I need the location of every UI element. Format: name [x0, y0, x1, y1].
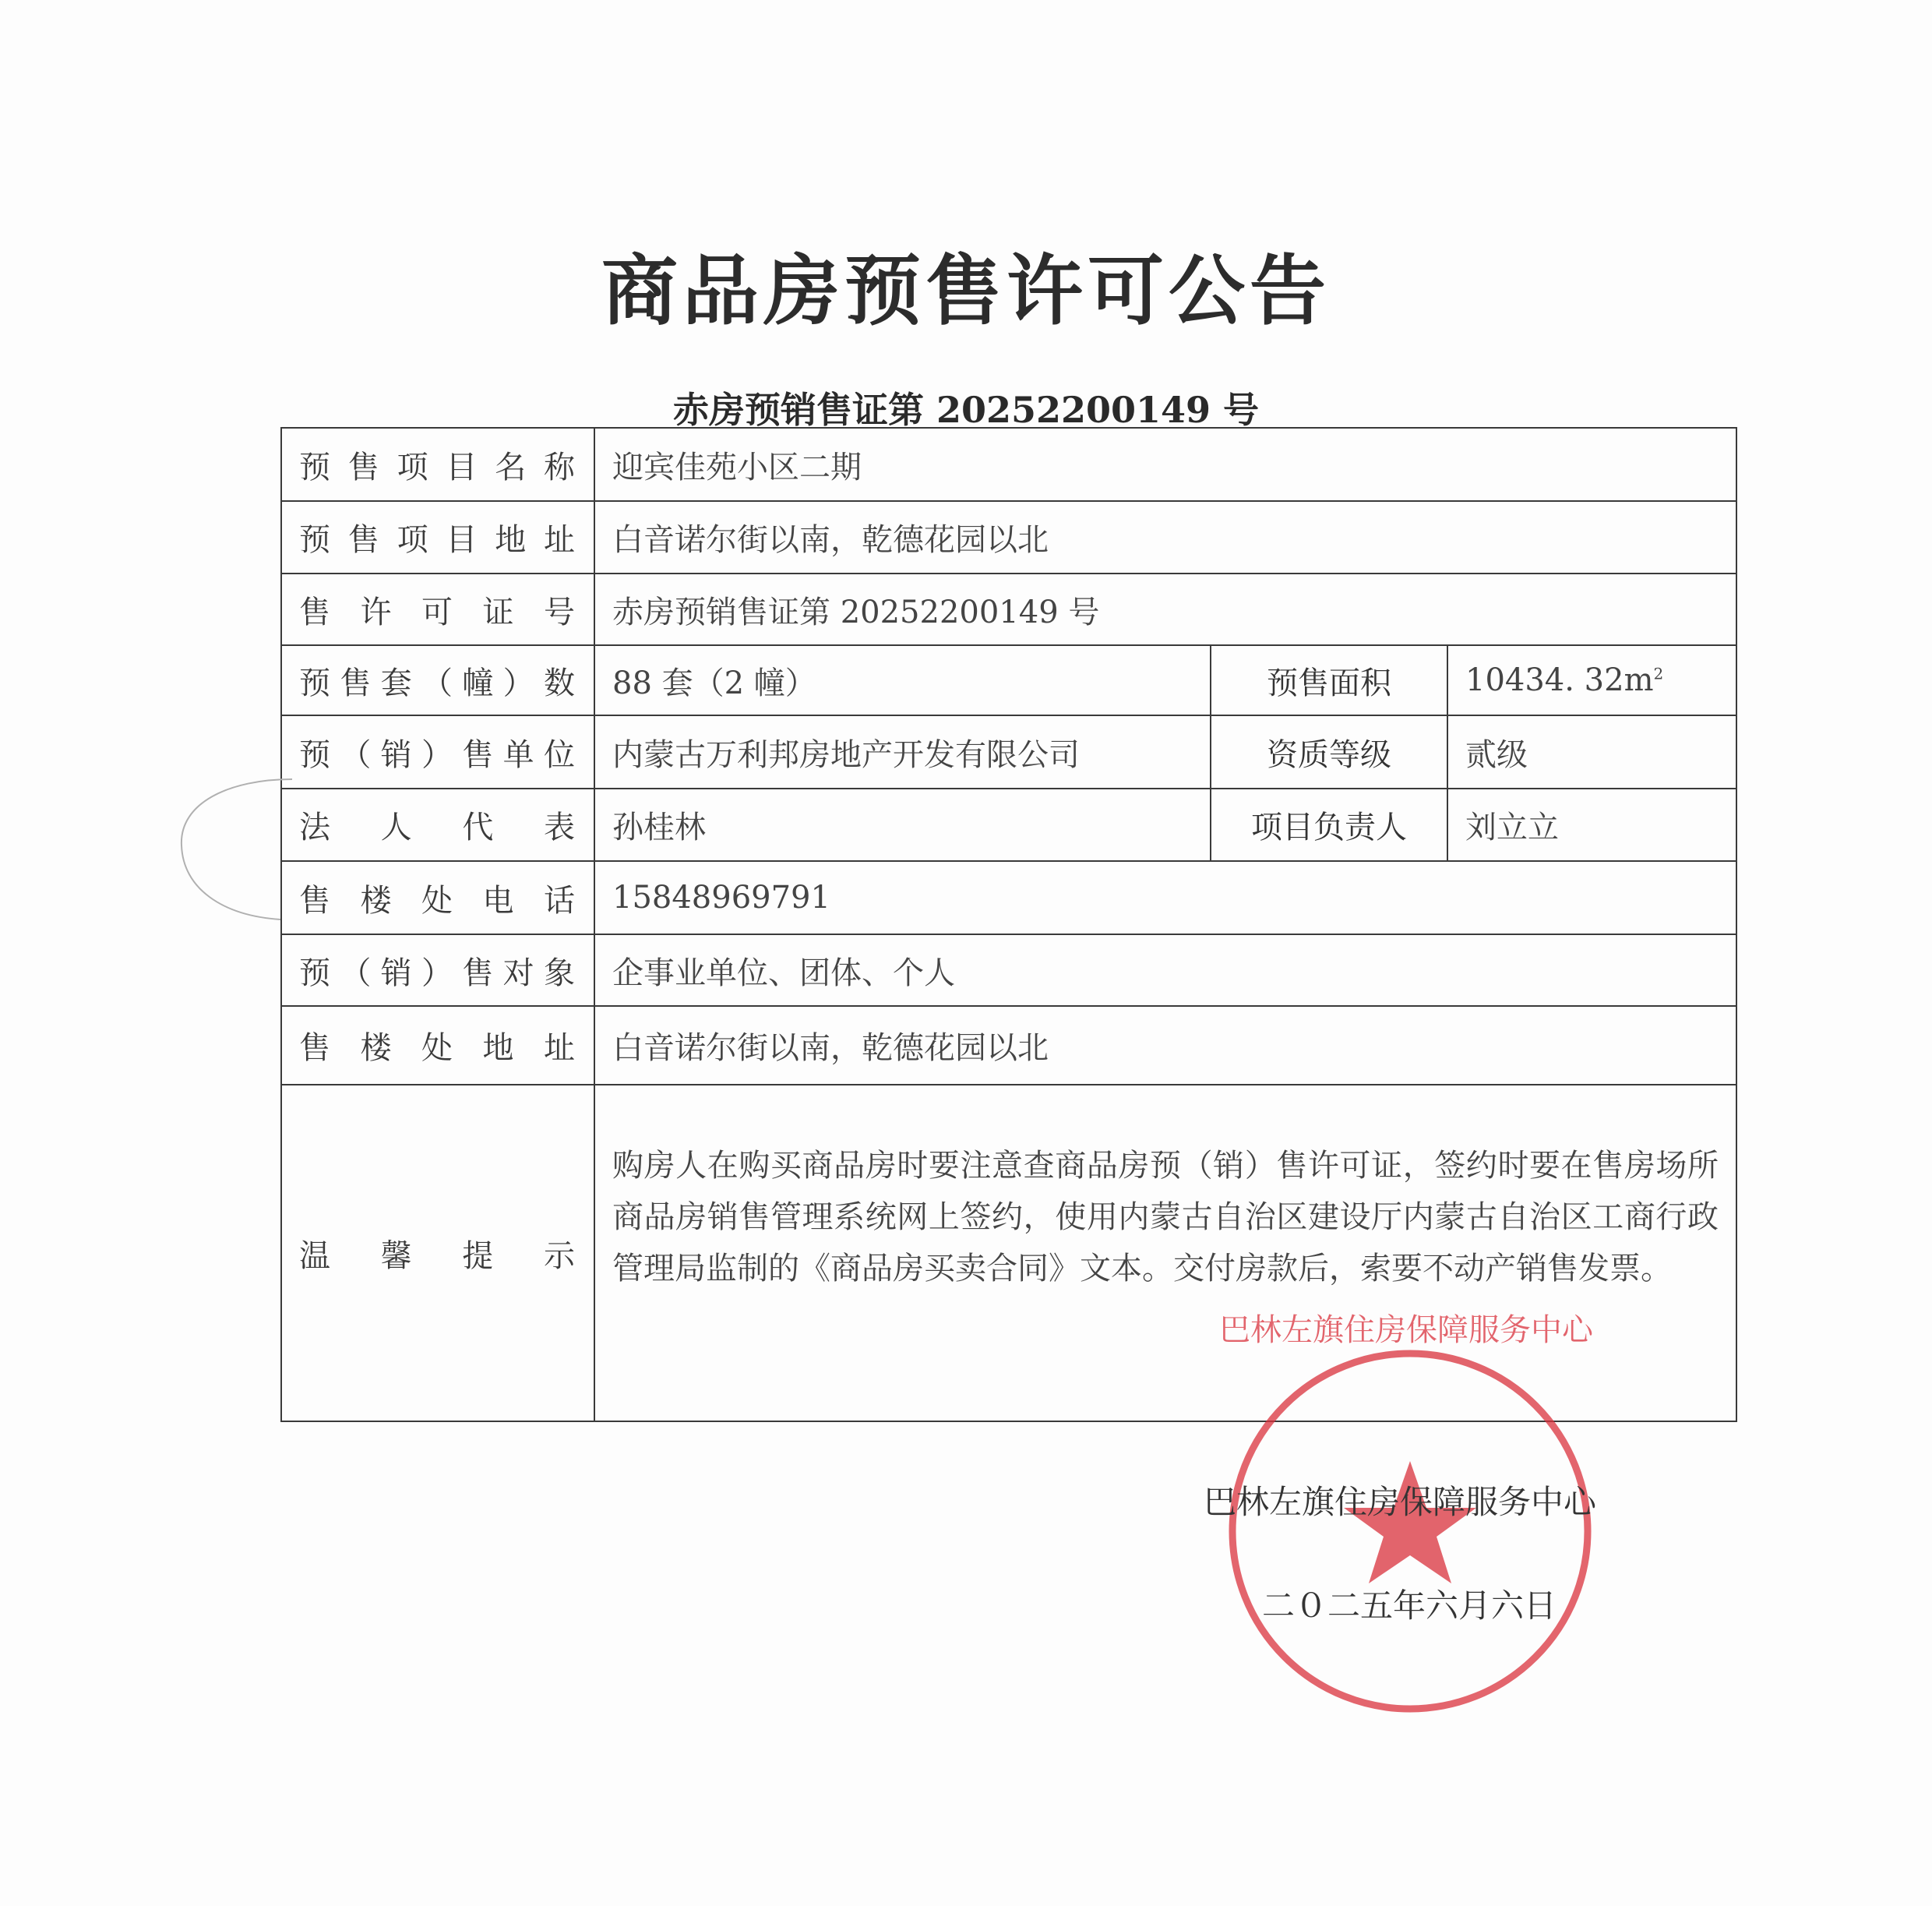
permit-table: [280, 427, 1737, 1422]
table-row: [281, 428, 1736, 501]
issuer-name: 巴林左旗住房保障服务中心: [1204, 1483, 1597, 1521]
issue-date: 二０二五年六月六日: [1262, 1587, 1557, 1625]
area-label: 预售面积: [1211, 645, 1447, 715]
units-label: 预售套（幢）数: [281, 645, 594, 715]
buyers-value: 企事业单位、团体、个人: [594, 934, 1736, 1006]
legal-rep-label: 法人代表: [281, 789, 594, 861]
table-row: [281, 1006, 1736, 1085]
project-name-label: 预售项目名称: [281, 428, 594, 501]
legal-rep-value: 孙桂林: [594, 789, 1211, 861]
buyers-label: 预（销）售对象: [281, 934, 594, 1006]
table-row: [281, 645, 1736, 715]
table-row: [281, 934, 1736, 1006]
sales-phone-label: 售楼处电话: [281, 861, 594, 934]
project-address-value: 白音诺尔街以南，乾德花园以北: [594, 501, 1736, 574]
manager-value: 刘立立: [1447, 789, 1736, 861]
seller-label: 预（销）售单位: [281, 715, 594, 789]
sales-address-value: 白音诺尔街以南，乾德花园以北: [594, 1006, 1736, 1085]
table-row: [281, 789, 1736, 861]
project-address-label: 预售项目地址: [281, 501, 594, 574]
notice-text: 购房人在购买商品房时要注意查商品房预（销）售许可证，签约时要在售房场所商品房销售管理系统网上签约，使用内蒙古自治区建设厅内蒙古自治区工商行政管理局监制的《商品房买卖合同》文本。交付房款后，索要不动产销售发票。: [594, 1085, 1736, 1421]
permit-subtitle: 赤房预销售证第 20252200149 号: [672, 389, 1260, 431]
seller-value: 内蒙古万利邦房地产开发有限公司: [594, 715, 1211, 789]
qualification-label: 资质等级: [1211, 715, 1447, 789]
document-title: 商品房预售许可公告: [601, 246, 1331, 336]
official-seal: [1219, 1312, 1601, 1722]
area-unit-superscript: 2: [1653, 664, 1664, 683]
manager-label: 项目负责人: [1211, 789, 1447, 861]
project-name-value: 迎宾佳苑小区二期: [594, 428, 1736, 501]
table-row: [281, 715, 1736, 789]
permit-number-label: 售许可证号: [281, 574, 594, 645]
table-row: [281, 861, 1736, 934]
area-value: 10434. 32m: [1465, 662, 1654, 698]
pen-mark: [175, 771, 362, 927]
table-row: [281, 574, 1736, 645]
units-value: 88 套（2 幢）: [594, 645, 1211, 715]
seal-text: 巴林左旗住房保障服务中心: [1219, 1312, 1593, 1348]
permit-number-value: 赤房预销售证第 20252200149 号: [594, 574, 1736, 645]
qualification-value: 贰级: [1447, 715, 1736, 789]
table-row: [281, 501, 1736, 574]
area-value-cell: [1447, 645, 1736, 715]
notice-label: 温馨提示: [281, 1085, 594, 1421]
sales-phone-value: 15848969791: [594, 861, 1736, 934]
sales-address-label: 售楼处地址: [281, 1006, 594, 1085]
